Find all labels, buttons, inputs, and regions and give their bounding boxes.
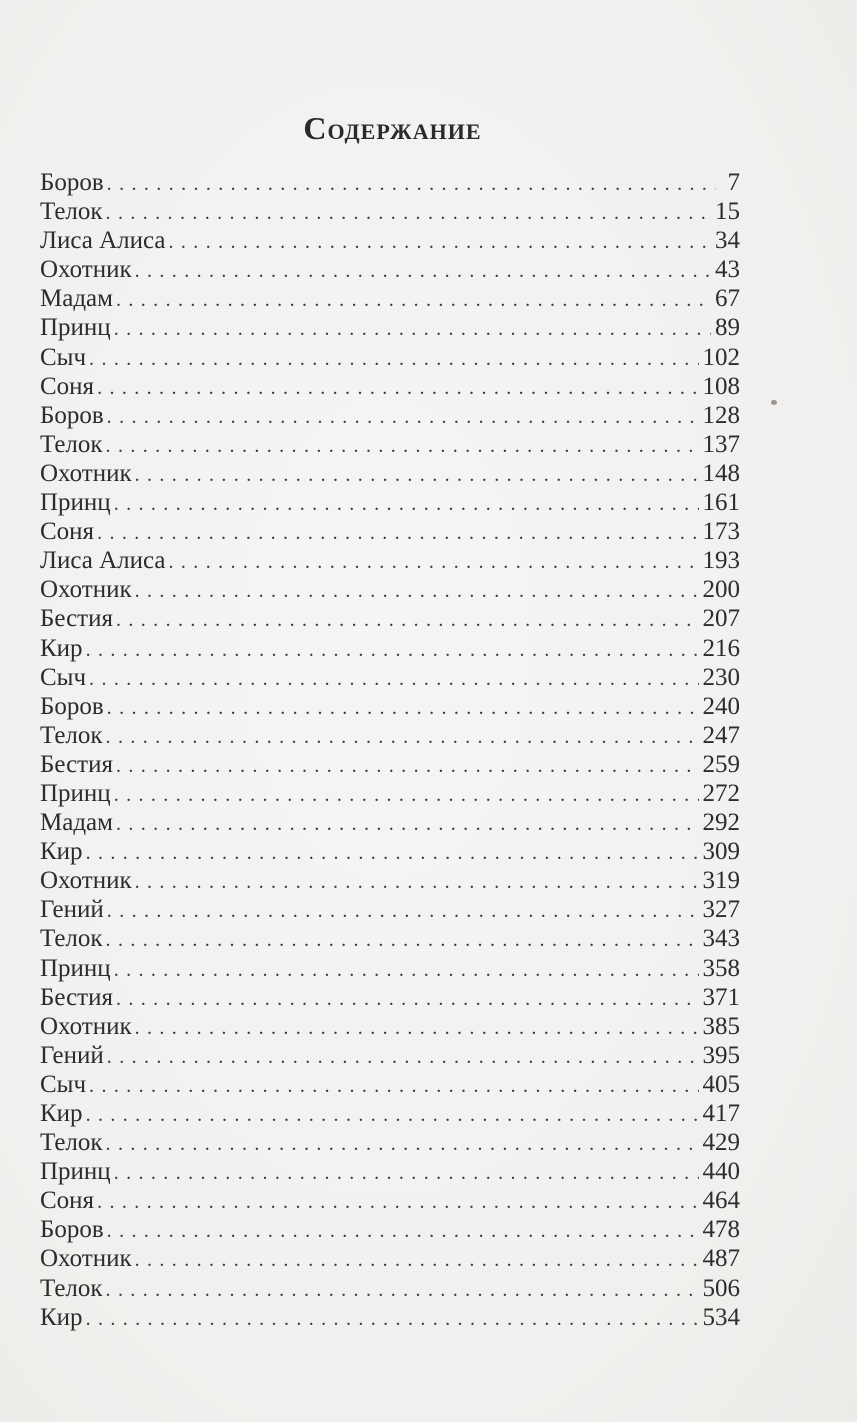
toc-entry <box>40 895 740 924</box>
toc-entry-title: Телок <box>40 430 103 458</box>
toc-entry-page-number: 240 <box>702 692 740 720</box>
toc-entry <box>40 692 740 721</box>
toc-entry <box>40 808 740 837</box>
toc-entry-page-number: 464 <box>702 1187 740 1215</box>
toc-entry-page-number: 216 <box>702 634 740 662</box>
toc-entry <box>40 634 740 663</box>
dot-leader <box>107 897 699 926</box>
toc-entry-title: Принц <box>40 314 111 342</box>
toc-entry-title: Бестия <box>40 605 113 633</box>
page-title: Содержание <box>303 110 482 146</box>
dot-leader <box>114 956 699 985</box>
toc-entry-page-number: 108 <box>702 372 740 400</box>
toc-entry <box>40 430 740 459</box>
toc-entry-title: Охотник <box>40 1012 132 1040</box>
toc-entry-page-number: 193 <box>702 547 740 575</box>
toc-entry <box>40 604 740 633</box>
toc-entry-title: Телок <box>40 925 103 953</box>
dot-leader <box>116 606 699 635</box>
toc-entry-title: Кир <box>40 634 83 662</box>
toc-entry-title: Сыч <box>40 663 87 691</box>
toc-entry-page-number: 405 <box>702 1070 740 1098</box>
toc-entry <box>40 1157 740 1186</box>
dot-leader <box>89 1072 698 1101</box>
toc-entry-page-number: 137 <box>702 430 740 458</box>
toc-entry <box>40 837 740 866</box>
toc-entry <box>40 372 740 401</box>
toc-entry <box>40 459 740 488</box>
toc-entry-page-number: 43 <box>715 256 740 284</box>
toc-entry <box>40 313 740 342</box>
toc-entry <box>40 401 740 430</box>
toc-entry-title: Охотник <box>40 459 132 487</box>
toc-entry-title: Телок <box>40 1274 103 1302</box>
toc-entry-page-number: 309 <box>702 838 740 866</box>
dot-leader <box>114 490 699 519</box>
toc-entry-title: Охотник <box>40 1245 132 1273</box>
toc-entry <box>40 750 740 779</box>
dot-leader <box>116 810 699 839</box>
dot-leader <box>106 1130 699 1159</box>
toc-entry-page-number: 440 <box>702 1158 740 1186</box>
toc-entry-title: Кир <box>40 1100 83 1127</box>
dot-leader <box>116 985 699 1014</box>
toc-entry <box>40 575 740 604</box>
toc-entry <box>40 1274 740 1303</box>
dot-leader <box>135 868 699 897</box>
toc-entry-page-number: 534 <box>702 1303 740 1331</box>
dot-leader <box>86 1305 699 1334</box>
dot-leader <box>89 345 698 374</box>
toc-entry-page-number: 385 <box>702 1012 740 1040</box>
dot-leader <box>116 752 699 781</box>
table-of-contents <box>40 168 740 1332</box>
toc-entry-page-number: 371 <box>702 983 740 1011</box>
dot-leader <box>116 286 711 315</box>
toc-entry-page-number: 319 <box>702 867 740 895</box>
dot-leader <box>114 315 711 344</box>
toc-entry-page-number: 89 <box>715 314 740 342</box>
toc-entry-title: Гений <box>40 896 104 924</box>
toc-entry-page-number: 429 <box>702 1129 740 1157</box>
toc-entry-title: Мадам <box>40 285 113 313</box>
toc-entry-page-number: 230 <box>702 663 740 691</box>
toc-entry <box>40 343 740 372</box>
toc-entry <box>40 1303 740 1332</box>
toc-entry-page-number: 343 <box>702 925 740 953</box>
toc-entry-title: Охотник <box>40 867 132 895</box>
toc-entry-page-number: 200 <box>702 576 740 604</box>
toc-entry <box>40 1128 740 1157</box>
paper-spot <box>771 400 777 405</box>
toc-entry <box>40 1186 740 1215</box>
toc-entry-title: Охотник <box>40 256 132 284</box>
toc-entry-title: Охотник <box>40 576 132 604</box>
toc-entry-page-number: 173 <box>702 518 740 546</box>
toc-entry-page-number: 272 <box>702 779 740 807</box>
dot-leader <box>114 781 699 810</box>
dot-leader <box>86 636 699 665</box>
dot-leader <box>106 723 699 752</box>
toc-entry-title: Боров <box>40 1216 104 1244</box>
toc-entry-page-number: 395 <box>702 1041 740 1069</box>
toc-entry-page-number: 327 <box>702 896 740 924</box>
toc-entry-title: Соня <box>40 1187 95 1215</box>
toc-entry-title: Боров <box>40 401 104 429</box>
dot-leader <box>107 1043 699 1072</box>
dot-leader <box>106 1276 699 1305</box>
toc-entry-title: Бестия <box>40 983 113 1011</box>
toc-entry <box>40 1244 740 1273</box>
toc-entry <box>40 197 740 226</box>
toc-entry-title: Сыч <box>40 343 87 371</box>
toc-entry-title: Боров <box>40 692 104 720</box>
toc-entry <box>40 168 740 197</box>
toc-entry <box>40 1215 740 1244</box>
toc-entry <box>40 983 740 1012</box>
toc-entry-page-number: 259 <box>702 750 740 778</box>
toc-entry-title: Соня <box>40 518 95 546</box>
dot-leader <box>86 1101 699 1130</box>
toc-entry-title: Боров <box>40 169 104 196</box>
dot-leader <box>86 839 699 868</box>
dot-leader <box>169 228 712 257</box>
dot-leader <box>107 694 699 723</box>
toc-entry-page-number: 358 <box>702 954 740 982</box>
toc-entry <box>40 517 740 546</box>
toc-entry-page-number: 506 <box>702 1274 740 1302</box>
toc-entry-title: Принц <box>40 1158 111 1186</box>
toc-entry-title: Мадам <box>40 809 113 837</box>
toc-entry-page-number: 161 <box>702 489 740 517</box>
toc-entry-title: Лиса Алиса <box>40 547 166 575</box>
toc-entry <box>40 546 740 575</box>
dot-leader <box>135 1014 699 1043</box>
toc-entry-title: Лиса Алиса <box>40 227 166 255</box>
toc-entry <box>40 779 740 808</box>
toc-entry-title: Сыч <box>40 1070 87 1098</box>
toc-entry-page-number: 102 <box>702 343 740 371</box>
toc-entry-page-number: 487 <box>702 1245 740 1273</box>
toc-entry <box>40 284 740 313</box>
dot-leader <box>97 1188 698 1217</box>
dot-leader <box>169 548 699 577</box>
toc-entry <box>40 1070 740 1099</box>
dot-leader <box>107 170 716 199</box>
toc-entry-title: Телок <box>40 1129 103 1157</box>
dot-leader <box>97 519 698 548</box>
toc-entry-page-number: 67 <box>715 285 740 313</box>
toc-entry <box>40 721 740 750</box>
toc-entry <box>40 924 740 953</box>
toc-entry <box>40 226 740 255</box>
dot-leader <box>114 1159 699 1188</box>
toc-entry-page-number: 15 <box>715 198 740 226</box>
toc-entry-title: Телок <box>40 198 103 226</box>
dot-leader <box>106 926 699 955</box>
toc-entry-title: Принц <box>40 779 111 807</box>
toc-entry <box>40 488 740 517</box>
dot-leader <box>107 403 699 432</box>
toc-entry-title: Гений <box>40 1041 104 1069</box>
toc-entry-page-number: 7 <box>727 169 740 196</box>
dot-leader <box>135 1246 699 1275</box>
dot-leader <box>97 374 698 403</box>
toc-entry-page-number: 207 <box>702 605 740 633</box>
toc-entry-page-number: 292 <box>702 809 740 837</box>
toc-entry <box>40 1012 740 1041</box>
toc-entry-page-number: 148 <box>702 459 740 487</box>
toc-entry-page-number: 34 <box>715 227 740 255</box>
toc-entry-title: Соня <box>40 372 95 400</box>
toc-entry <box>40 1041 740 1070</box>
toc-entry-title: Принц <box>40 489 111 517</box>
dot-leader <box>107 1217 699 1246</box>
dot-leader <box>106 199 711 228</box>
dot-leader <box>135 461 699 490</box>
dot-leader <box>89 665 698 694</box>
toc-entry-title: Принц <box>40 954 111 982</box>
toc-entry-title: Телок <box>40 721 103 749</box>
toc-entry-page-number: 128 <box>702 401 740 429</box>
dot-leader <box>135 257 711 286</box>
toc-entry-page-number: 247 <box>702 721 740 749</box>
toc-entry <box>40 255 740 284</box>
dot-leader <box>135 577 699 606</box>
toc-entry <box>40 954 740 983</box>
toc-entry-title: Кир <box>40 1303 83 1331</box>
toc-entry-title: Кир <box>40 838 83 866</box>
dot-leader <box>106 432 699 461</box>
toc-entry <box>40 866 740 895</box>
toc-entry-page-number: 417 <box>702 1100 740 1127</box>
toc-entry <box>40 1099 740 1128</box>
toc-entry-page-number: 478 <box>702 1216 740 1244</box>
toc-entry-title: Бестия <box>40 750 113 778</box>
toc-entry <box>40 663 740 692</box>
